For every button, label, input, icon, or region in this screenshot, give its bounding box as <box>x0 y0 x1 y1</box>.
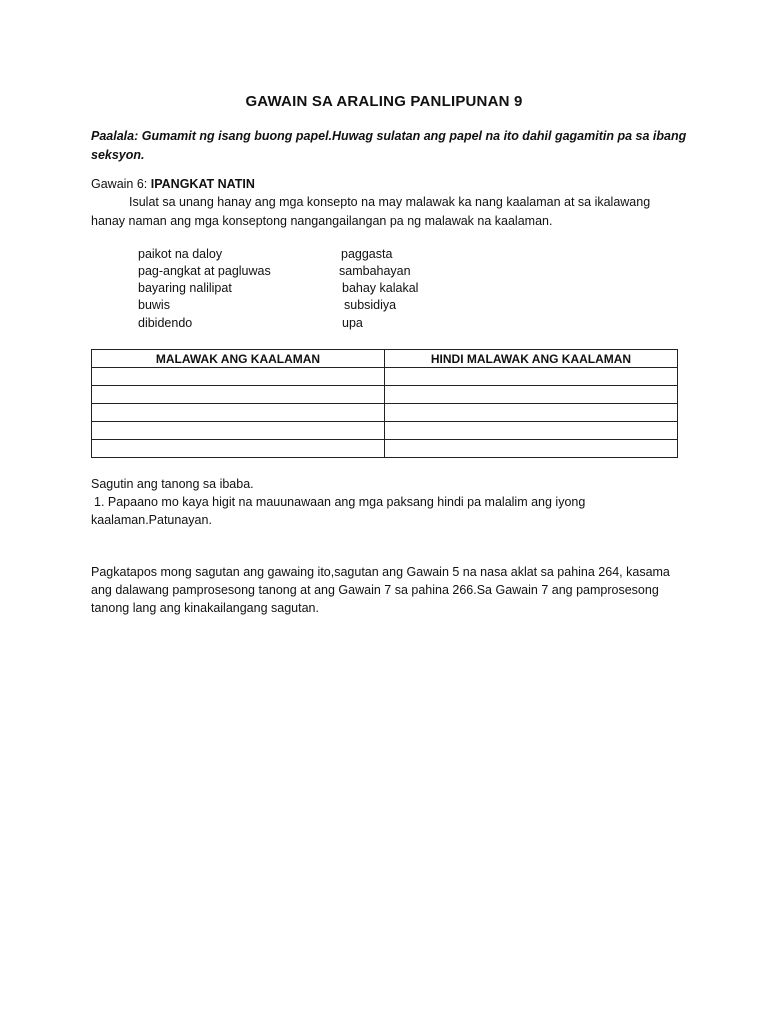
header-hindi-malawak: HINDI MALAWAK ANG KAALAMAN <box>385 350 678 368</box>
table-row <box>92 368 678 386</box>
answer-cell <box>385 422 678 440</box>
word-left-5: dibidendo <box>138 316 193 330</box>
table-row <box>92 440 678 458</box>
table-row <box>92 404 678 422</box>
word-right-1: paggasta <box>341 247 393 261</box>
word-right-4: subsidiya <box>344 298 397 312</box>
activity-heading: IPANGKAT NATIN <box>150 177 255 191</box>
reminder-note: Paalala: Gumamit ng isang buong papel.Huwag sulatan ang papel na ito dahil gagamitin pa sa ibang seksyon. <box>91 129 687 162</box>
answer-cell <box>385 386 678 404</box>
header-malawak: MALAWAK ANG KAALAMAN <box>92 350 385 368</box>
question-item: 1. Papaano mo kaya higit na mauunawaan ang mga paksang hindi pa malalim ang iyong <box>94 495 586 509</box>
word-right-5: upa <box>342 316 363 330</box>
activity-title <box>91 177 255 191</box>
answer-cell <box>92 404 385 422</box>
answer-cell <box>385 404 678 422</box>
answer-cell <box>92 386 385 404</box>
table-header-row <box>92 350 678 368</box>
word-left-1: paikot na daloy <box>138 247 223 261</box>
word-left-3: bayaring nalilipat <box>138 281 232 295</box>
closing-line-3: tanong lang ang kinakailangang sagutan. <box>91 601 319 615</box>
answer-cell <box>385 368 678 386</box>
question-item-cont: kaalaman.Patunayan. <box>91 513 212 527</box>
page-title: GAWAIN SA ARALING PANLIPUNAN 9 <box>245 93 523 110</box>
word-right-2: sambahayan <box>339 264 411 278</box>
word-left-2: pag-angkat at pagluwas <box>138 264 271 278</box>
question-intro: Sagutin ang tanong sa ibaba. <box>91 477 254 491</box>
answer-cell <box>385 440 678 458</box>
instruction-line-1: Isulat sa unang hanay ang mga konsepto na may malawak ka nang kaalaman at sa ikalawang <box>129 195 651 209</box>
word-left-4: buwis <box>138 298 170 312</box>
answer-cell <box>92 440 385 458</box>
closing-line-1: Pagkatapos mong sagutan ang gawaing ito,sagutan ang Gawain 5 na nasa aklat sa pahina 264, kasama <box>91 565 670 579</box>
table-row <box>92 386 678 404</box>
activity-label: Gawain 6: <box>91 177 151 191</box>
instruction-line-2: hanay naman ang mga konseptong nangangailangan pa ng malawak na kaalaman. <box>91 214 553 228</box>
answer-cell <box>92 368 385 386</box>
answer-cell <box>92 422 385 440</box>
table-row <box>92 422 678 440</box>
activity-instructions <box>91 193 691 231</box>
closing-line-2: ang dalawang pamprosesong tanong at ang Gawain 7 sa pahina 266.Sa Gawain 7 ang pamprosesong <box>91 583 659 597</box>
word-right-3: bahay kalakal <box>342 281 419 295</box>
answer-table <box>91 349 678 458</box>
